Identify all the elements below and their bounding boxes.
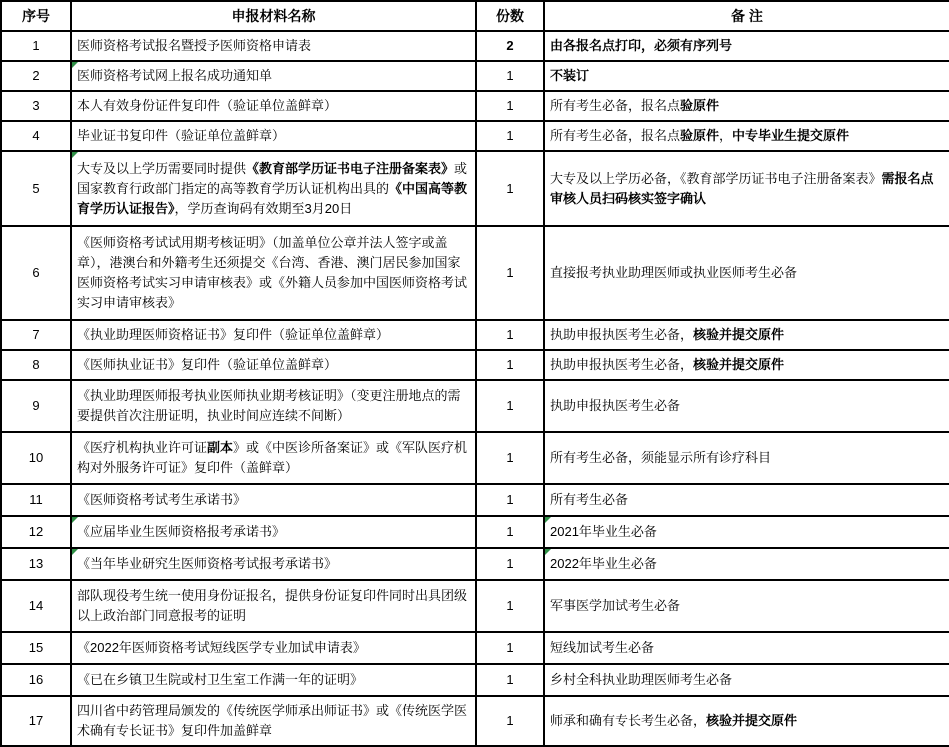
note-cell (544, 61, 949, 91)
table-row (1, 31, 949, 61)
text-segment: 乡村全科执业助理医师考生必备 (550, 672, 733, 687)
text-segment: 所有考生必备，报名点 (550, 98, 681, 113)
row-number-cell: 1 (1, 31, 71, 61)
copies-cell: 1 (476, 61, 544, 91)
table-row (1, 664, 949, 696)
material-cell (71, 484, 476, 516)
copies-cell: 1 (476, 151, 544, 226)
row-number-cell: 17 (1, 696, 71, 746)
material-cell (71, 380, 476, 432)
note-cell (544, 91, 949, 121)
copies-cell: 1 (476, 484, 544, 516)
header-remarks: 备 注 (544, 1, 949, 31)
text-segment: ，学历查询码有效期至3月20日 (174, 200, 353, 216)
text-segment: 《医师资格考试试用期考核证明》（加盖单位公章并法人签字或盖章），港澳台和外籍考生还须提交《台湾、香港、澳门居民参加国家医师资格考试实习申请审核表》或《外籍人员参加中国医师资格考试实习申请审核表》 (77, 235, 468, 310)
table-row (1, 484, 949, 516)
copies-cell: 1 (476, 580, 544, 632)
text-segment: 本人有效身份证件复印件（验证单位盖鲜章） (77, 98, 338, 113)
copies-cell: 1 (476, 696, 544, 746)
material-cell (71, 632, 476, 664)
text-segment: 中专毕业生提交原件 (732, 128, 850, 143)
copies-cell: 1 (476, 91, 544, 121)
copies-cell: 1 (476, 548, 544, 580)
row-number-cell: 6 (1, 226, 71, 320)
row-number-cell: 12 (1, 516, 71, 548)
copies-cell: 1 (476, 632, 544, 664)
text-segment: 《应届毕业生医师资格报考承诺书》 (77, 524, 286, 539)
text-segment: 执助申报执医考生必备 (550, 398, 681, 413)
material-cell (71, 516, 476, 548)
row-number-cell: 3 (1, 91, 71, 121)
table-row (1, 432, 949, 484)
text-segment: 副本 (207, 440, 234, 455)
text-segment: 部队现役考生统一使用身份证报名，提供身份证复印件同时出具团级以上政治部门同意报考的证明 (77, 588, 468, 623)
note-cell (544, 151, 949, 226)
table-row (1, 151, 949, 226)
text-segment: 《医师资格考试考生承诺书》 (77, 492, 247, 507)
row-number-cell: 14 (1, 580, 71, 632)
row-number-cell: 13 (1, 548, 71, 580)
table-row (1, 320, 949, 350)
text-segment: 需报名点审核人员扫码核实签字确认 (550, 170, 934, 206)
text-segment: ， (719, 128, 733, 143)
row-number-cell: 2 (1, 61, 71, 91)
table-row (1, 380, 949, 432)
table-row (1, 350, 949, 380)
text-segment: 不装订 (550, 68, 590, 83)
table-body (1, 31, 949, 746)
text-segment: 执助申报执医考生必备， (550, 357, 694, 372)
header-row (1, 1, 949, 31)
table-row (1, 226, 949, 320)
material-cell (71, 320, 476, 350)
row-number-cell: 7 (1, 320, 71, 350)
text-segment: 医师资格考试报名暨授予医师资格申请表 (77, 38, 312, 53)
row-number-cell: 10 (1, 432, 71, 484)
table-row (1, 516, 949, 548)
text-segment: 毕业证书复印件（验证单位盖鲜章） (77, 128, 286, 143)
text-segment: 核验并提交原件 (706, 713, 798, 728)
text-segment: 《医疗机构执业许可证 (77, 440, 208, 455)
text-segment: 短线加试考生必备 (550, 640, 655, 655)
copies-cell: 1 (476, 664, 544, 696)
text-segment: 所有考生必备，报名点 (550, 128, 681, 143)
table-row (1, 61, 949, 91)
text-segment: 直接报考执业助理医师或执业医师考生必备 (550, 265, 798, 280)
copies-cell: 2 (476, 31, 544, 61)
header-material-name: 申报材料名称 (71, 1, 476, 31)
text-segment: 验原件 (680, 128, 720, 143)
text-segment: 医师资格考试网上报名成功通知单 (77, 68, 273, 83)
text-segment: 《当年毕业研究生医师资格考试报考承诺书》 (77, 556, 338, 571)
text-segment: 所有考生必备，须能显示所有诊疗科目 (550, 450, 772, 465)
text-segment: 《执业助理医师报考执业医师执业期考核证明》（变更注册地点的需要提供首次注册证明，执业时间应连续不间断） (77, 388, 461, 423)
material-cell (71, 350, 476, 380)
text-segment: 执助申报执医考生必备， (550, 327, 694, 342)
material-cell (71, 31, 476, 61)
text-segment: 核验并提交原件 (693, 327, 785, 342)
copies-cell: 1 (476, 121, 544, 151)
text-segment: 2022年毕业生必备 (550, 556, 657, 571)
text-segment: 》或《中医诊所备案证》或《军队医疗机构对外服务许可证》复印件（盖鲜章） (77, 440, 468, 475)
material-cell (71, 580, 476, 632)
copies-cell: 1 (476, 516, 544, 548)
text-segment: 《教育部学历证书电子注册备案表》 (246, 160, 455, 176)
row-number-cell: 8 (1, 350, 71, 380)
material-cell (71, 91, 476, 121)
material-cell (71, 61, 476, 91)
row-number-cell: 16 (1, 664, 71, 696)
text-segment: 验原件 (680, 98, 720, 113)
note-cell (544, 548, 949, 580)
text-segment: 师承和确有专长考生必备， (550, 713, 707, 728)
note-cell (544, 580, 949, 632)
note-cell (544, 350, 949, 380)
row-number-cell: 11 (1, 484, 71, 516)
copies-cell: 1 (476, 432, 544, 484)
text-segment: 所有考生必备 (550, 492, 629, 507)
table-row (1, 91, 949, 121)
note-cell (544, 484, 949, 516)
text-segment: 由各报名点打印，必须有序列号 (550, 38, 733, 53)
row-number-cell: 5 (1, 151, 71, 226)
note-cell (544, 432, 949, 484)
text-segment: 核验并提交原件 (693, 357, 785, 372)
text-segment: 2021年毕业生必备 (550, 524, 657, 539)
text-segment: 大专及以上学历必备，《教育部学历证书电子注册备案表》 (550, 170, 882, 186)
text-segment: 或国家教育行政部门指定的高等教育学历认证机构出具的 (77, 160, 468, 196)
table-row (1, 548, 949, 580)
copies-cell: 1 (476, 226, 544, 320)
row-number-cell: 15 (1, 632, 71, 664)
text-segment: 《中国高等教育学历认证报告》 (77, 180, 468, 216)
table-row (1, 580, 949, 632)
copies-cell: 1 (476, 380, 544, 432)
material-cell (71, 226, 476, 320)
table-header (1, 1, 949, 31)
text-segment: 四川省中药管理局颁发的《传统医学师承出师证书》或《传统医学医术确有专长证书》复印件加盖鲜章 (77, 703, 468, 738)
note-cell (544, 380, 949, 432)
note-cell (544, 31, 949, 61)
material-cell (71, 548, 476, 580)
text-segment: 《2022年医师资格考试短线医学专业加试申请表》 (77, 640, 366, 655)
header-serial-number: 序号 (1, 1, 71, 31)
note-cell (544, 632, 949, 664)
text-segment: 《执业助理医师资格证书》复印件（验证单位盖鲜章） (77, 327, 390, 342)
table-row (1, 632, 949, 664)
note-cell (544, 226, 949, 320)
table-row (1, 121, 949, 151)
note-cell (544, 320, 949, 350)
material-cell (71, 432, 476, 484)
text-segment: 军事医学加试考生必备 (550, 598, 681, 613)
copies-cell: 1 (476, 320, 544, 350)
material-cell (71, 151, 476, 226)
text-segment: 《医师执业证书》复印件（验证单位盖鲜章） (77, 357, 338, 372)
material-cell (71, 121, 476, 151)
text-segment: 大专及以上学历需要同时提供 (77, 160, 247, 176)
copies-cell: 1 (476, 350, 544, 380)
row-number-cell: 4 (1, 121, 71, 151)
note-cell (544, 664, 949, 696)
row-number-cell: 9 (1, 380, 71, 432)
note-cell (544, 516, 949, 548)
header-copies: 份数 (476, 1, 544, 31)
material-cell (71, 664, 476, 696)
text-segment: 《已在乡镇卫生院或村卫生室工作满一年的证明》 (77, 672, 364, 687)
note-cell (544, 121, 949, 151)
